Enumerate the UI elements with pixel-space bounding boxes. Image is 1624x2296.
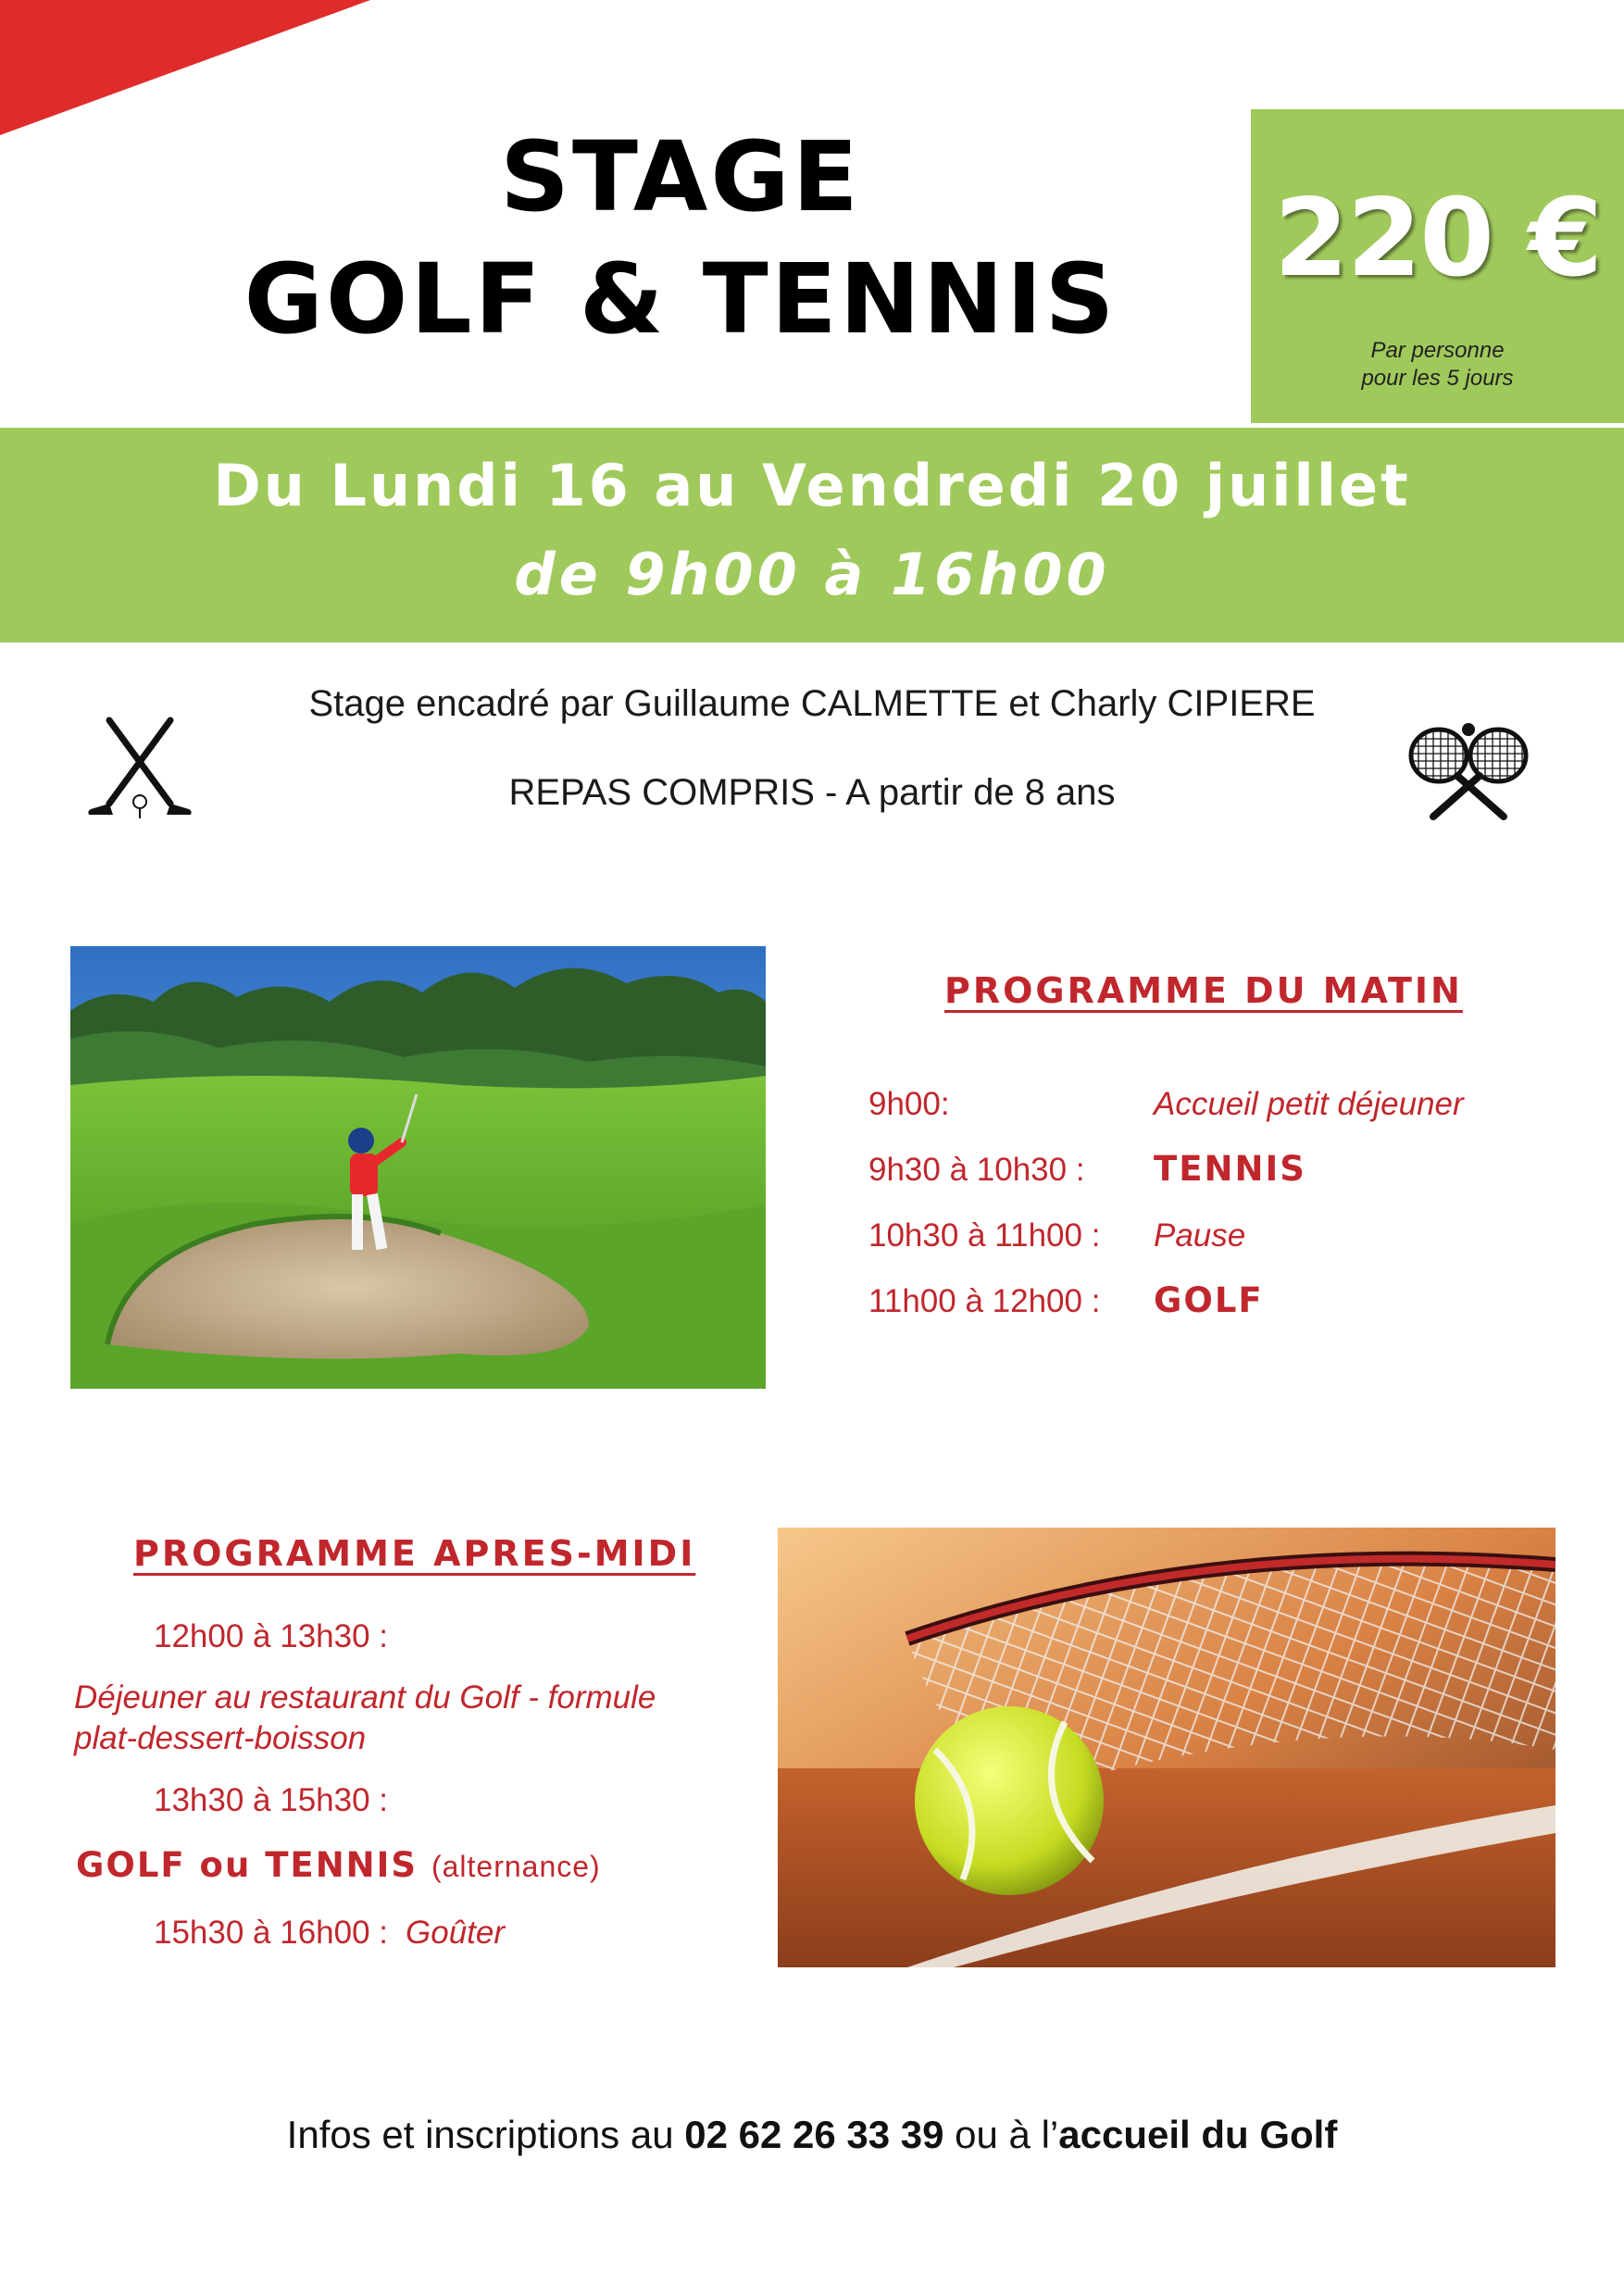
afternoon-activity-3: Goûter: [406, 1915, 505, 1951]
morning-time-4: 11h00 à 12h00 :: [868, 1283, 1101, 1319]
morning-time-2: 9h30 à 10h30 :: [868, 1152, 1085, 1188]
morning-activity-1: Accueil petit déjeuner: [1154, 1086, 1464, 1122]
tennis-ball-photo: [778, 1528, 1555, 1967]
afternoon-time-1: 12h00 à 13h30 :: [154, 1618, 389, 1654]
title-line-2: GOLF & TENNIS: [244, 243, 1118, 356]
time-range: de 9h00 à 16h00: [514, 541, 1110, 608]
afternoon-program-title: PROGRAMME APRES-MIDI: [133, 1533, 696, 1574]
footer-place: accueil du Golf: [1058, 2113, 1338, 2156]
coaches-info: Stage encadré par Guillaume CALMETTE et Charly CIPIERE: [308, 683, 1316, 724]
title-line-1: STAGE: [500, 120, 861, 233]
golf-clubs-icon: [81, 713, 202, 824]
price-note-line2: pour les 5 jours: [1361, 366, 1514, 391]
morning-time-1: 9h00:: [868, 1086, 950, 1122]
footer-middle: ou à l’: [943, 2113, 1059, 2156]
date-range: Du Lundi 16 au Vendredi 20 juillet: [213, 452, 1411, 519]
afternoon-lunch-line1: Déjeuner au restaurant du Golf - formule: [74, 1679, 656, 1716]
morning-activity-4: GOLF: [1154, 1280, 1264, 1320]
tennis-illustration: [778, 1528, 1555, 1967]
afternoon-time-2: 13h30 à 15h30 :: [154, 1782, 389, 1818]
price-note-line1: Par personne: [1370, 338, 1505, 363]
corner-decoration: [0, 0, 370, 139]
footer-prefix: Infos et inscriptions au: [286, 2113, 685, 2156]
afternoon-time-3: 15h30 à 16h00 :: [154, 1915, 389, 1951]
morning-activity-2: TENNIS: [1154, 1149, 1306, 1189]
afternoon-lunch-line2: plat-dessert-boisson: [74, 1720, 367, 1756]
alternance-note: (alternance): [431, 1850, 601, 1883]
price-amount: 220 €: [1273, 176, 1602, 301]
golf-bunker-photo: [70, 946, 766, 1389]
golf-or-tennis-label: GOLF ou TENNIS: [76, 1845, 418, 1885]
golf-bunker-illustration: [70, 946, 766, 1389]
footer-phone: 02 62 26 33 39: [684, 2113, 944, 2156]
afternoon-activity-2: [76, 1845, 601, 1885]
morning-program-title: PROGRAMME DU MATIN: [944, 970, 1463, 1011]
morning-activity-3: Pause: [1154, 1217, 1246, 1254]
morning-time-3: 10h30 à 11h00 :: [868, 1217, 1101, 1254]
footer-contact: [0, 2113, 1624, 2157]
tennis-rackets-icon: [1400, 720, 1539, 822]
meal-age-info: REPAS COMPRIS - A partir de 8 ans: [508, 772, 1116, 813]
